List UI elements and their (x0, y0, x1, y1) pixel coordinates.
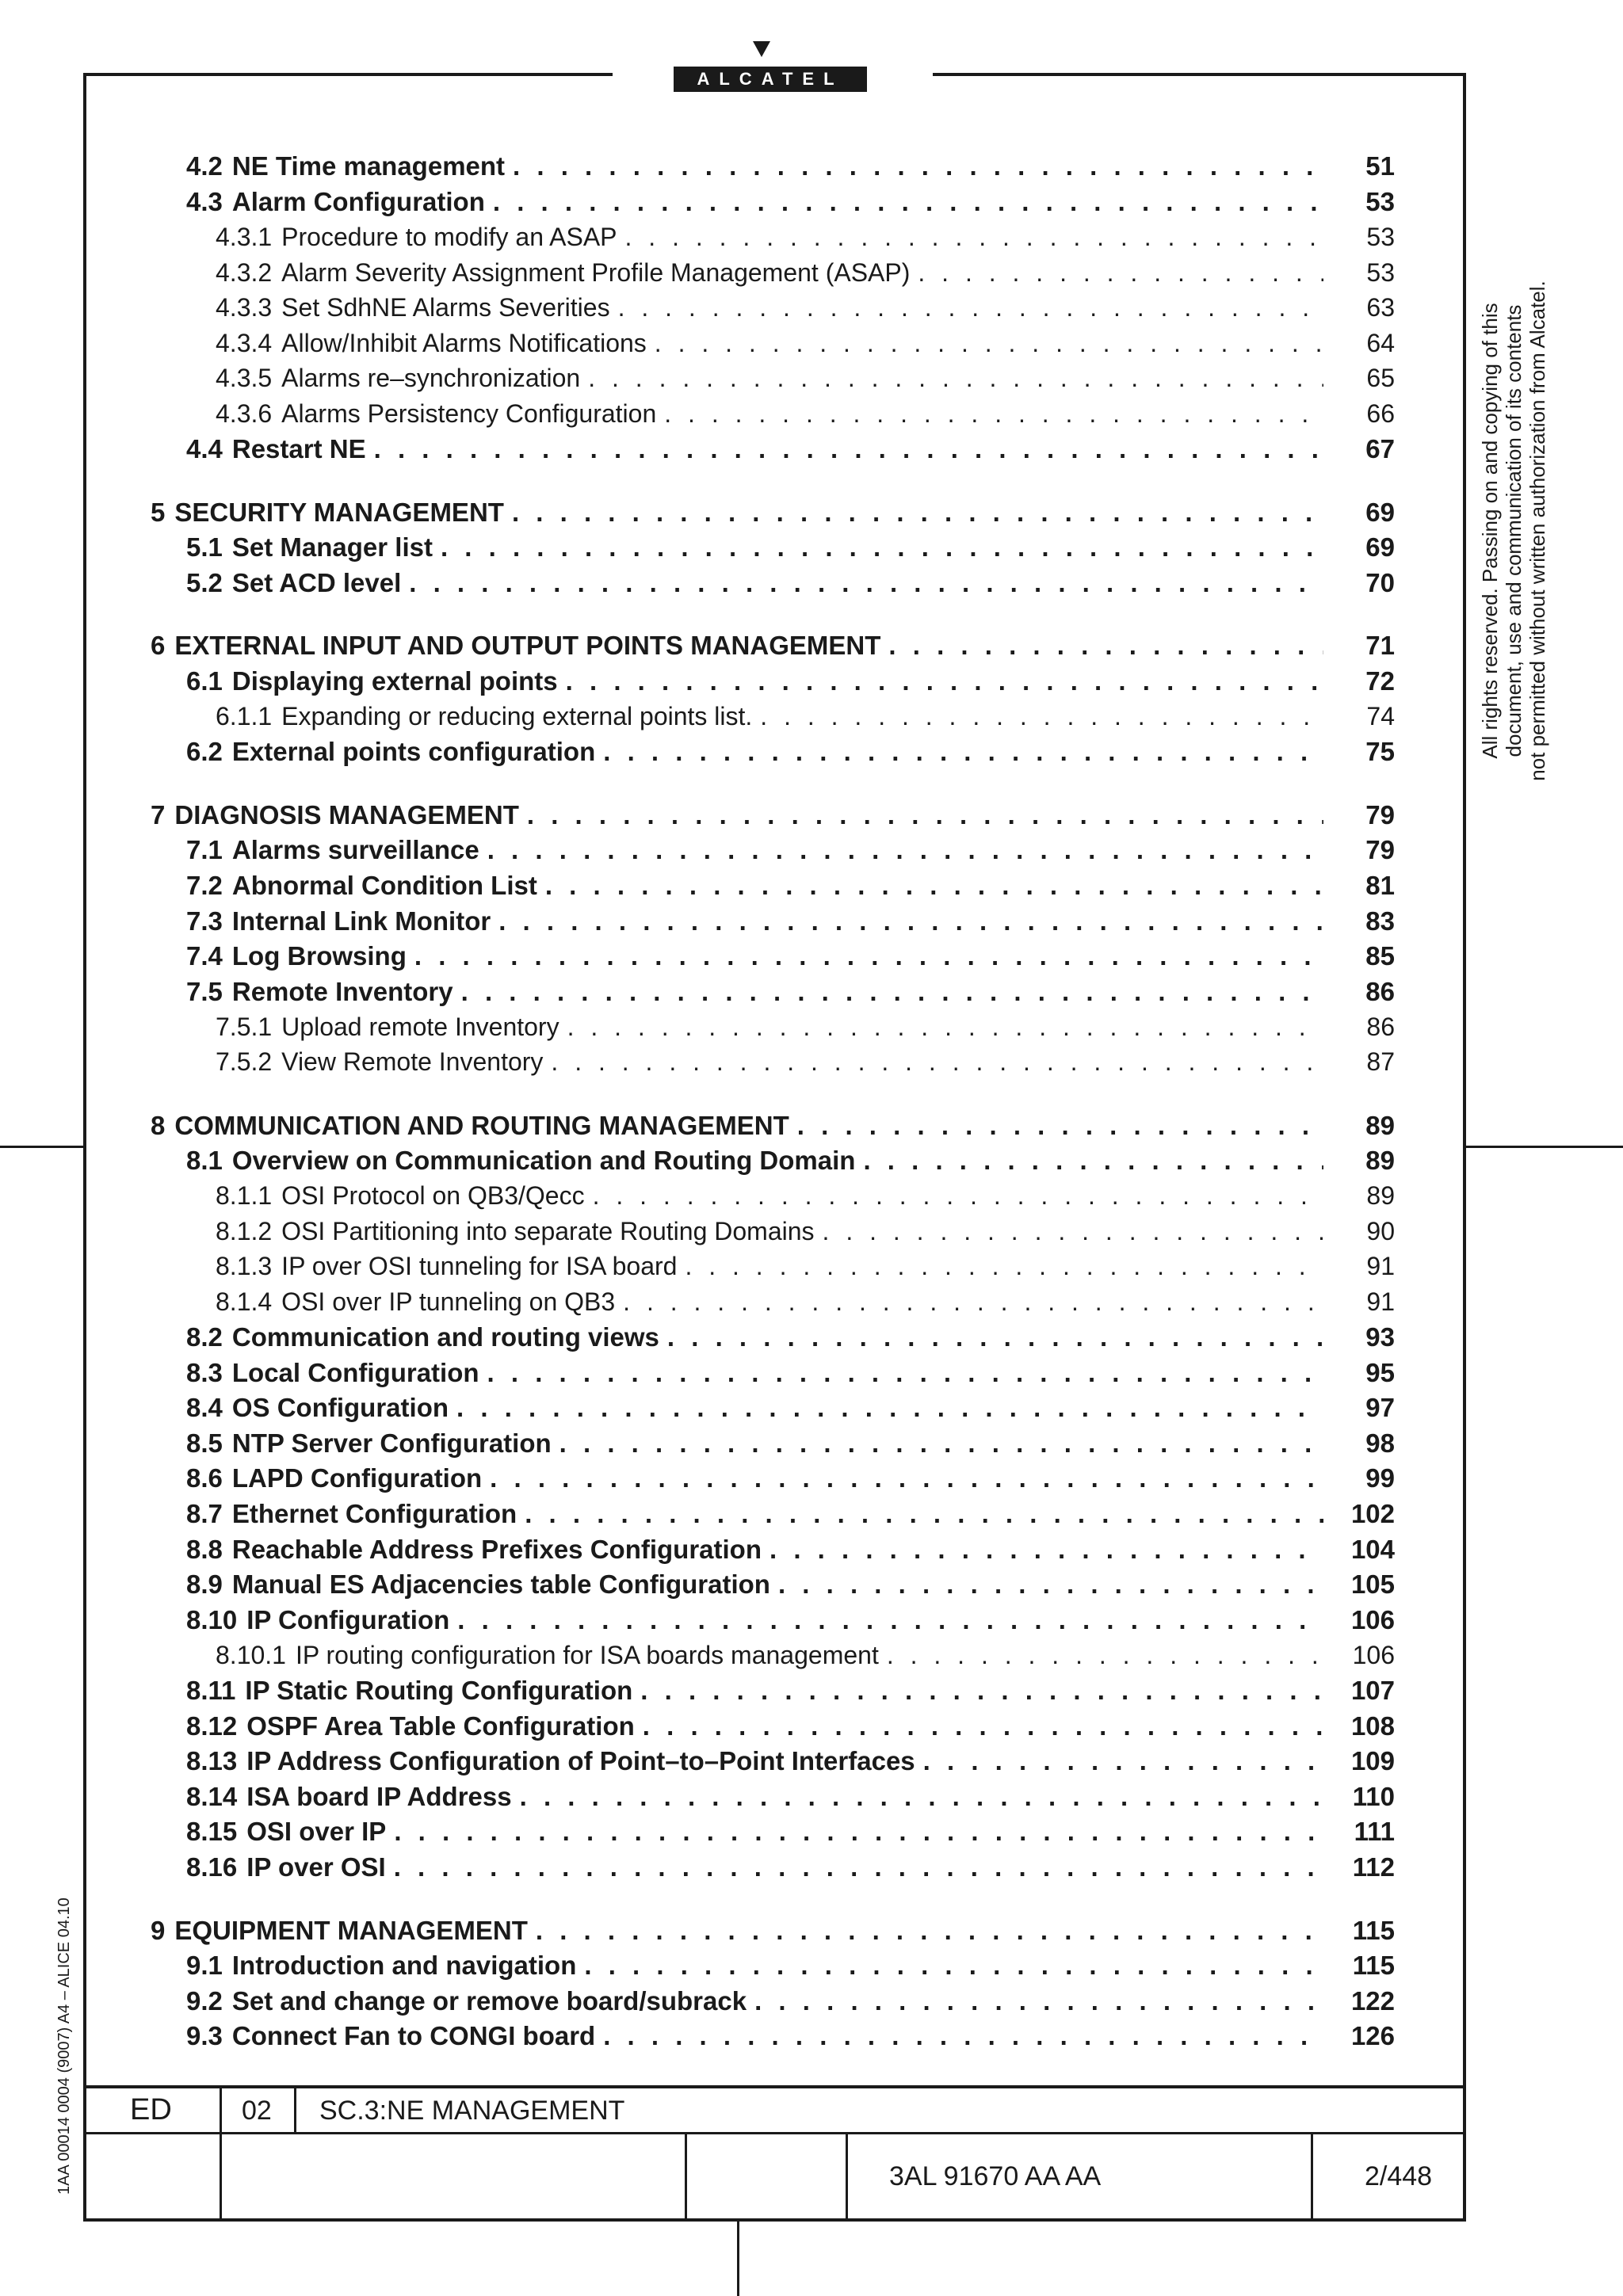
footer-ed-value: 02 (242, 2096, 272, 2126)
toc-page: 122 (1350, 1985, 1395, 2016)
toc-leader-dots (797, 1111, 1323, 1141)
toc-leader-dots (618, 293, 1323, 322)
toc-number: 8.2 (186, 1322, 223, 1352)
toc-entry (186, 1320, 1395, 1356)
toc-page: 106 (1350, 1604, 1395, 1634)
binding-mark (737, 2222, 739, 2296)
toc-entry (186, 1461, 1395, 1497)
toc-leader-dots (566, 666, 1323, 696)
toc-leader-dots (414, 941, 1323, 971)
footer-section: SC.3:NE MANAGEMENT (319, 2096, 625, 2126)
toc-page: 126 (1350, 2021, 1395, 2051)
toc-entry (186, 1708, 1395, 1744)
toc-page: 53 (1366, 257, 1395, 287)
toc-page: 85 (1365, 941, 1395, 971)
toc-page: 79 (1365, 835, 1395, 865)
toc-leader-dots (498, 906, 1323, 936)
footer-ed-label: ED (130, 2093, 172, 2126)
toc-page: 108 (1350, 1711, 1395, 1741)
toc-page: 71 (1365, 631, 1395, 661)
toc-title: Log Browsing (231, 941, 407, 971)
toc-entry (186, 1948, 1395, 1984)
toc-entry (186, 530, 1395, 566)
toc-title: Alarm Severity Assignment Profile Management (ASAP) (281, 257, 911, 287)
toc-number: 9.1 (186, 1951, 223, 1981)
toc-number: 5.1 (186, 532, 223, 563)
table-of-contents (151, 149, 1395, 2054)
toc-page: 89 (1365, 1110, 1395, 1140)
toc-page: 89 (1365, 1146, 1395, 1176)
toc-page: 53 (1366, 222, 1395, 251)
toc-title: Restart NE (231, 434, 366, 464)
toc-number: 6.1.1 (216, 702, 273, 731)
toc-entry (186, 734, 1395, 770)
toc-page: 70 (1365, 567, 1395, 597)
toc-leader-dots (551, 1047, 1323, 1077)
toc-entry (186, 1850, 1395, 1886)
toc-title: Alarm Configuration (231, 186, 485, 216)
toc-title: IP routing configuration for ISA boards management (295, 1640, 879, 1669)
cut-mark-right (1466, 1146, 1623, 1148)
toc-entry (186, 1673, 1395, 1709)
form-code: 1AA 00014 0004 (9007) A4 – ALICE 04.10 (55, 1897, 73, 2195)
toc-entry (186, 149, 1395, 185)
toc-leader-dots (603, 737, 1323, 767)
toc-leader-dots (457, 1605, 1323, 1635)
footer-line-mid (83, 2132, 1466, 2134)
toc-title: OSI over IP (246, 1817, 387, 1847)
frame-top-right (933, 73, 1466, 76)
toc-page: 86 (1366, 1012, 1395, 1041)
toc-page: 79 (1365, 799, 1395, 830)
toc-entry (216, 699, 1395, 734)
toc-entry (216, 219, 1395, 255)
toc-title: NTP Server Configuration (231, 1428, 552, 1458)
toc-number: 5 (151, 497, 166, 527)
toc-number: 6.1 (186, 666, 223, 696)
toc-leader-dots (623, 1287, 1323, 1317)
toc-number: 8.11 (186, 1676, 236, 1706)
toc-number: 8.5 (186, 1428, 223, 1458)
toc-page: 67 (1365, 434, 1395, 464)
toc-page: 81 (1365, 870, 1395, 900)
toc-leader-dots (778, 1569, 1323, 1600)
toc-entry (186, 1744, 1395, 1779)
toc-title: OS Configuration (231, 1393, 449, 1423)
toc-number: 8.14 (186, 1781, 238, 1811)
toc-entry (216, 1214, 1395, 1249)
toc-number: 8.1 (186, 1146, 223, 1176)
toc-page: 51 (1365, 151, 1395, 181)
toc-entry (186, 1603, 1395, 1638)
toc-number: 4.3.3 (216, 293, 273, 322)
copyright-line: document, use and communication of its contents (1502, 304, 1526, 757)
toc-number: 6 (151, 631, 166, 661)
toc-title: EQUIPMENT MANAGEMENT (174, 1915, 528, 1945)
toc-title: Set ACD level (231, 567, 402, 597)
toc-number: 8.1.4 (216, 1287, 273, 1317)
toc-number: 8.9 (186, 1569, 223, 1600)
frame-top-left (83, 73, 613, 76)
toc-page: 65 (1366, 364, 1395, 393)
toc-number: 4.4 (186, 434, 223, 464)
toc-leader-dots (593, 1181, 1323, 1211)
toc-entry (186, 664, 1395, 700)
toc-number: 4.3 (186, 186, 223, 216)
toc-title: SECURITY MANAGEMENT (174, 497, 504, 527)
toc-entry (186, 566, 1395, 601)
toc-number: 8.1.2 (216, 1216, 273, 1245)
toc-page: 87 (1366, 1047, 1395, 1077)
toc-title: Overview on Communication and Routing Domain (231, 1146, 856, 1176)
toc-leader-dots (409, 568, 1323, 598)
toc-page: 115 (1352, 1915, 1395, 1945)
toc-leader-dots (567, 1013, 1323, 1042)
toc-page: 98 (1365, 1428, 1395, 1458)
toc-leader-dots (394, 1817, 1323, 1847)
toc-entry (216, 326, 1395, 361)
toc-number: 8.13 (186, 1746, 238, 1776)
toc-leader-dots (527, 800, 1323, 830)
toc-page: 93 (1365, 1322, 1395, 1352)
toc-page: 104 (1350, 1534, 1395, 1564)
toc-entry (216, 1178, 1395, 1214)
footer-page-number: 2/448 (1365, 2161, 1433, 2191)
toc-leader-dots (487, 835, 1323, 865)
toc-entry (151, 798, 1395, 833)
toc-title: Connect Fan to CONGI board (231, 2021, 596, 2051)
copyright-line: All rights reserved. Passing on and copying of this (1478, 303, 1502, 759)
toc-leader-dots (394, 1852, 1323, 1882)
toc-page: 111 (1354, 1817, 1395, 1847)
toc-title: OSPF Area Table Configuration (246, 1711, 635, 1741)
toc-number: 8.3 (186, 1357, 223, 1387)
footer-doc-code: 3AL 91670 AA AA (889, 2161, 1102, 2191)
toc-title: View Remote Inventory (281, 1047, 544, 1077)
copyright-notice (1478, 269, 1549, 792)
toc-page: 66 (1366, 399, 1395, 428)
toc-title: OSI Protocol on QB3/Qecc (281, 1181, 585, 1211)
toc-leader-dots (863, 1146, 1323, 1176)
toc-page: 72 (1365, 666, 1395, 696)
toc-number: 8.12 (186, 1711, 238, 1741)
toc-title: Alarms surveillance (231, 835, 479, 865)
toc-leader-dots (685, 1252, 1323, 1281)
toc-leader-dots (640, 1676, 1323, 1706)
footer-vline (220, 2085, 222, 2222)
alcatel-logo: ALCATEL (674, 67, 867, 92)
footer-line-top (83, 2085, 1466, 2088)
toc-page: 115 (1352, 1951, 1395, 1981)
toc-title: Internal Link Monitor (231, 906, 491, 936)
toc-title: Reachable Address Prefixes Configuration (231, 1534, 762, 1564)
toc-leader-dots (667, 1322, 1323, 1352)
toc-entry (216, 361, 1395, 397)
toc-entry (216, 396, 1395, 432)
toc-number: 7.3 (186, 906, 223, 936)
toc-entry (186, 2019, 1395, 2054)
toc-entry (186, 1143, 1395, 1179)
toc-number: 7.1 (186, 835, 223, 865)
toc-page: 75 (1365, 737, 1395, 767)
toc-entry (186, 1567, 1395, 1603)
cut-mark-left (0, 1146, 83, 1148)
toc-page: 83 (1365, 906, 1395, 936)
toc-leader-dots (664, 399, 1323, 429)
toc-number: 4.3.4 (216, 328, 273, 357)
toc-number: 8.8 (186, 1534, 223, 1564)
toc-page: 97 (1365, 1393, 1395, 1423)
toc-title: Expanding or reducing external points list. (281, 702, 753, 731)
toc-page: 69 (1365, 497, 1395, 527)
toc-leader-dots (513, 151, 1323, 181)
toc-leader-dots (887, 1641, 1323, 1670)
toc-title: Set Manager list (231, 532, 433, 563)
toc-page: 91 (1366, 1287, 1395, 1317)
toc-title: LAPD Configuration (231, 1463, 483, 1493)
toc-page: 107 (1350, 1676, 1395, 1706)
toc-entry (186, 939, 1395, 974)
toc-entry (186, 432, 1395, 467)
toc-leader-dots (374, 434, 1323, 464)
toc-entry (186, 1531, 1395, 1567)
toc-title: ISA board IP Address (246, 1781, 512, 1811)
toc-leader-dots (525, 1499, 1323, 1529)
toc-leader-dots (923, 1746, 1323, 1776)
toc-leader-dots (643, 1711, 1323, 1741)
copyright-line: not permitted without written authorization from Alcatel. (1526, 280, 1549, 781)
toc-entry (186, 1984, 1395, 2019)
toc-leader-dots (769, 1535, 1323, 1565)
toc-title: NE Time management (231, 151, 506, 181)
toc-number: 4.2 (186, 151, 223, 181)
toc-leader-dots (760, 702, 1323, 731)
toc-entry (186, 868, 1395, 904)
toc-title: Introduction and navigation (231, 1951, 577, 1981)
toc-number: 4.3.5 (216, 364, 273, 393)
toc-title: Remote Inventory (231, 976, 453, 1006)
toc-number: 9.2 (186, 1985, 223, 2016)
toc-page: 95 (1365, 1357, 1395, 1387)
toc-number: 8.1.3 (216, 1252, 273, 1281)
toc-page: 105 (1350, 1569, 1395, 1600)
toc-number: 7.2 (186, 870, 223, 900)
toc-number: 7.5 (186, 976, 223, 1006)
footer-line-bottom (83, 2218, 1466, 2222)
toc-page: 89 (1366, 1181, 1395, 1211)
toc-title: Alarms re–synchronization (281, 364, 581, 393)
toc-leader-dots (559, 1428, 1323, 1459)
toc-leader-dots (754, 1986, 1323, 2016)
toc-page: 53 (1365, 186, 1395, 216)
toc-title: Displaying external points (231, 666, 558, 696)
toc-leader-dots (588, 364, 1323, 393)
toc-number: 8.4 (186, 1393, 223, 1423)
toc-entry (151, 1913, 1395, 1948)
toc-title: Alarms Persistency Configuration (281, 399, 657, 428)
toc-page: 106 (1352, 1640, 1395, 1669)
toc-leader-dots (655, 329, 1323, 358)
toc-title: IP over OSI (246, 1852, 386, 1882)
toc-number: 8.15 (186, 1817, 238, 1847)
toc-leader-dots (545, 871, 1323, 901)
toc-entry (216, 1249, 1395, 1285)
toc-leader-dots (888, 631, 1323, 661)
toc-title: Set SdhNE Alarms Severities (281, 293, 610, 322)
toc-entry (186, 185, 1395, 220)
toc-leader-dots (918, 258, 1323, 288)
toc-entry (186, 974, 1395, 1009)
toc-entry (151, 628, 1395, 664)
toc-leader-dots (456, 1393, 1323, 1423)
footer-vline (294, 2085, 296, 2134)
toc-page: 86 (1365, 976, 1395, 1006)
toc-page: 91 (1366, 1252, 1395, 1281)
toc-leader-dots (461, 977, 1323, 1007)
toc-page: 63 (1366, 293, 1395, 322)
toc-entry (216, 1638, 1395, 1673)
toc-entry (186, 1814, 1395, 1850)
toc-entry (216, 255, 1395, 291)
toc-number: 6.2 (186, 737, 223, 767)
toc-page: 69 (1365, 532, 1395, 563)
toc-title: IP Static Routing Configuration (245, 1676, 633, 1706)
toc-number: 9.3 (186, 2021, 223, 2051)
toc-entry (186, 1779, 1395, 1815)
toc-leader-dots (512, 498, 1323, 528)
toc-entry (186, 1426, 1395, 1462)
toc-title: OSI over IP tunneling on QB3 (281, 1287, 616, 1317)
toc-entry (186, 1497, 1395, 1532)
toc-leader-dots (487, 1358, 1323, 1388)
toc-number: 8.16 (186, 1852, 238, 1882)
toc-page: 90 (1366, 1216, 1395, 1245)
toc-title: OSI Partitioning into separate Routing Domains (281, 1216, 815, 1245)
toc-number: 7.5.1 (216, 1012, 273, 1041)
toc-entry (216, 1284, 1395, 1320)
toc-title: IP over OSI tunneling for ISA board (281, 1252, 678, 1281)
toc-number: 8.1.1 (216, 1181, 273, 1211)
toc-title: IP Address Configuration of Point–to–Point Interfaces (246, 1746, 915, 1776)
footer-vline (685, 2132, 687, 2222)
toc-leader-dots (490, 1463, 1323, 1493)
toc-number: 8.7 (186, 1499, 223, 1529)
toc-page: 64 (1366, 328, 1395, 357)
toc-title: Ethernet Configuration (231, 1499, 517, 1529)
toc-entry (151, 494, 1395, 530)
toc-title: Allow/Inhibit Alarms Notifications (281, 328, 647, 357)
toc-title: Abnormal Condition List (231, 870, 537, 900)
toc-leader-dots (603, 2021, 1323, 2051)
toc-entry (186, 1390, 1395, 1426)
toc-title: Set and change or remove board/subrack (231, 1985, 747, 2016)
toc-title: Communication and routing views (231, 1322, 659, 1352)
toc-entry (186, 833, 1395, 868)
toc-number: 4.3.1 (216, 222, 273, 251)
toc-number: 8.10 (186, 1604, 238, 1634)
toc-title: Procedure to modify an ASAP (281, 222, 617, 251)
toc-number: 8.10.1 (216, 1640, 286, 1669)
toc-leader-dots (536, 1916, 1323, 1946)
toc-title: IP Configuration (246, 1604, 450, 1634)
toc-leader-dots (520, 1782, 1323, 1812)
toc-number: 9 (151, 1915, 166, 1945)
footer-vline (1311, 2132, 1313, 2222)
toc-number: 5.2 (186, 567, 223, 597)
toc-number: 8 (151, 1110, 166, 1140)
toc-title: DIAGNOSIS MANAGEMENT (174, 799, 519, 830)
toc-leader-dots (493, 187, 1323, 217)
toc-leader-dots (441, 532, 1323, 563)
toc-number: 8.6 (186, 1463, 223, 1493)
toc-title: COMMUNICATION AND ROUTING MANAGEMENT (174, 1110, 789, 1140)
toc-title: Local Configuration (231, 1357, 479, 1387)
toc-entry (151, 1108, 1395, 1143)
toc-entry (216, 1009, 1395, 1045)
toc-number: 7.5.2 (216, 1047, 273, 1077)
toc-leader-dots (584, 1951, 1323, 1981)
toc-number: 4.3.2 (216, 257, 273, 287)
toc-number: 7 (151, 799, 166, 830)
toc-number: 7.4 (186, 941, 223, 971)
frame-left (83, 73, 86, 2222)
toc-page: 74 (1366, 702, 1395, 731)
toc-title: EXTERNAL INPUT AND OUTPUT POINTS MANAGEMENT (174, 631, 881, 661)
toc-page: 110 (1352, 1781, 1395, 1811)
toc-title: External points configuration (231, 737, 596, 767)
toc-number: 4.3.6 (216, 399, 273, 428)
toc-page: 112 (1352, 1852, 1395, 1882)
toc-page: 99 (1365, 1463, 1395, 1493)
logo-triangle-icon (753, 41, 770, 57)
toc-entry (216, 1045, 1395, 1081)
toc-entry (216, 290, 1395, 326)
toc-entry (186, 903, 1395, 939)
toc-entry (186, 1355, 1395, 1390)
toc-page: 102 (1350, 1499, 1395, 1529)
toc-title: Upload remote Inventory (281, 1012, 559, 1041)
toc-title: Manual ES Adjacencies table Configuration (231, 1569, 770, 1600)
toc-page: 109 (1350, 1746, 1395, 1776)
footer-vline (846, 2132, 848, 2222)
toc-leader-dots (625, 223, 1323, 252)
toc-leader-dots (823, 1217, 1323, 1246)
